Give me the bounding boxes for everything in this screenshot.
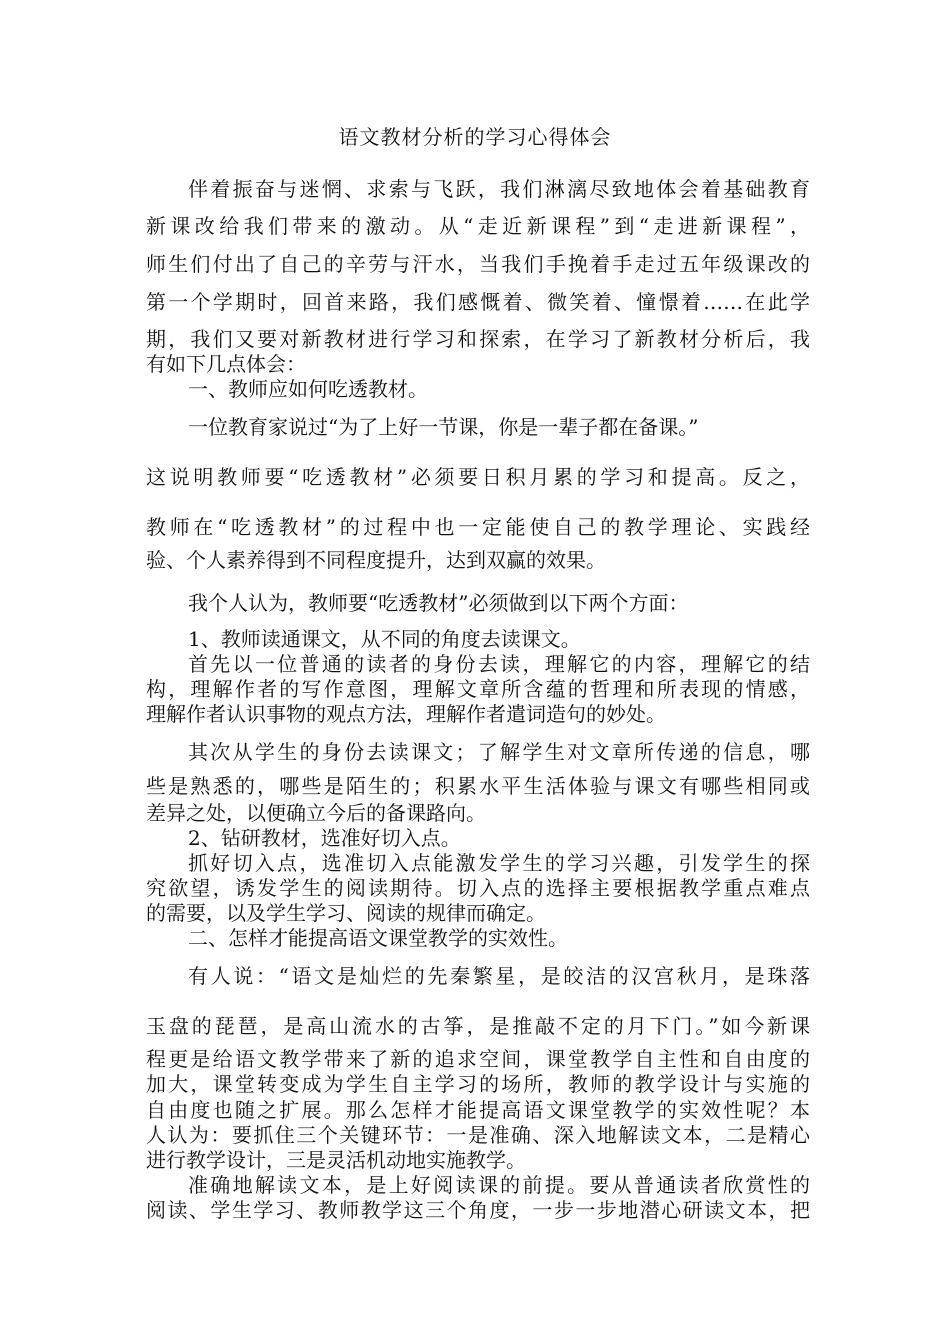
document-title: 语文教材分析的学习心得体会 <box>338 125 612 149</box>
section-heading: 二、怎样才能提高语文课堂教学的实效性。 <box>188 926 568 950</box>
paragraph-line: 首先以一位普通的读者的身份去读，理解它的内容，理解它的结 <box>188 652 810 676</box>
paragraph-line: 进行教学设计，三是灵活机动地实施教学。 <box>146 1148 526 1172</box>
paragraph-line: 人认为：要抓住三个关键环节：一是准确、深入地解读文本，二是精心 <box>146 1123 810 1147</box>
paragraph-line: 加大，课堂转变成为学生自主学习的场所，教师的教学设计与实施的 <box>146 1072 810 1096</box>
paragraph-line: 有如下几点体会： <box>146 352 306 376</box>
section-heading: 一、教师应如何吃透教材。 <box>188 377 428 401</box>
paragraph-line: 理解作者认识事物的观点方法，理解作者遣词造句的妙处。 <box>146 702 666 726</box>
paragraph-line: 新课改给我们带来的激动。从“走近新课程”到“走进新课程”， <box>146 214 810 238</box>
paragraph-line: 一位教育家说过“为了上好一节课，你是一辈子都在备课。” <box>188 415 699 439</box>
paragraph-line: 有人说：“语文是灿烂的先秦繁星，是皎洁的汉宫秋月，是珠落 <box>188 964 810 988</box>
subsection-heading: 2、钻研教材，选准好切入点。 <box>188 826 461 850</box>
paragraph-line: 其次从学生的身份去读课文；了解学生对文章所传递的信息，哪 <box>188 740 810 764</box>
paragraph-line: 期，我们又要对新教材进行学习和探索，在学习了新教材分析后，我 <box>146 327 810 351</box>
paragraph-line: 的需要，以及学生学习、阅读的规律而确定。 <box>146 901 546 925</box>
paragraph-line: 抓好切入点，选准切入点能激发学生的学习兴趣，引发学生的探 <box>188 851 810 875</box>
paragraph-line: 师生们付出了自己的辛劳与汗水，当我们手挽着手走过五年级课改的 <box>146 252 810 276</box>
paragraph-line: 伴着振奋与迷惘、求索与飞跃，我们淋漓尽致地体会着基础教育 <box>188 177 810 201</box>
paragraph-line: 差异之处，以便确立今后的备课路向。 <box>146 801 486 825</box>
paragraph-line: 第一个学期时，回首来路，我们感慨着、微笑着、憧憬着……在此学 <box>146 290 810 314</box>
paragraph-line: 自由度也随之扩展。那么怎样才能提高语文课堂教学的实效性呢？本 <box>146 1098 810 1122</box>
paragraph-line: 准确地解读文本，是上好阅读课的前提。要从普通读者欣赏性的 <box>188 1173 810 1197</box>
paragraph-line: 阅读、学生学习、教师教学这三个角度，一步一步地潜心研读文本，把 <box>146 1198 810 1222</box>
paragraph-line: 些是熟悉的，哪些是陌生的；积累水平生活体验与课文有哪些相同或 <box>146 774 810 798</box>
paragraph-line: 构，理解作者的写作意图，理解文章所含蕴的哲理和所表现的情感， <box>146 677 810 701</box>
paragraph-line: 我个人认为，教师要“吃透教材”必须做到以下两个方面： <box>188 591 689 615</box>
paragraph-line: 玉盘的琵琶，是高山流水的古筝，是推敲不定的月下门。”如今新课 <box>146 1014 810 1038</box>
paragraph-line: 究欲望，诱发学生的阅读期待。切入点的选择主要根据教学重点难点 <box>146 876 810 900</box>
paragraph-line: 这说明教师要“吃透教材”必须要日积月累的学习和提高。反之， <box>146 465 810 489</box>
paragraph-line: 教师在“吃透教材”的过程中也一定能使自己的教学理论、实践经 <box>146 515 810 539</box>
paragraph-line: 验、个人素养得到不同程度提升，达到双赢的效果。 <box>146 548 606 572</box>
subsection-heading: 1、教师读通课文，从不同的角度去读课文。 <box>188 627 581 651</box>
paragraph-line: 程更是给语文教学带来了新的追求空间，课堂教学自主性和自由度的 <box>146 1047 810 1071</box>
